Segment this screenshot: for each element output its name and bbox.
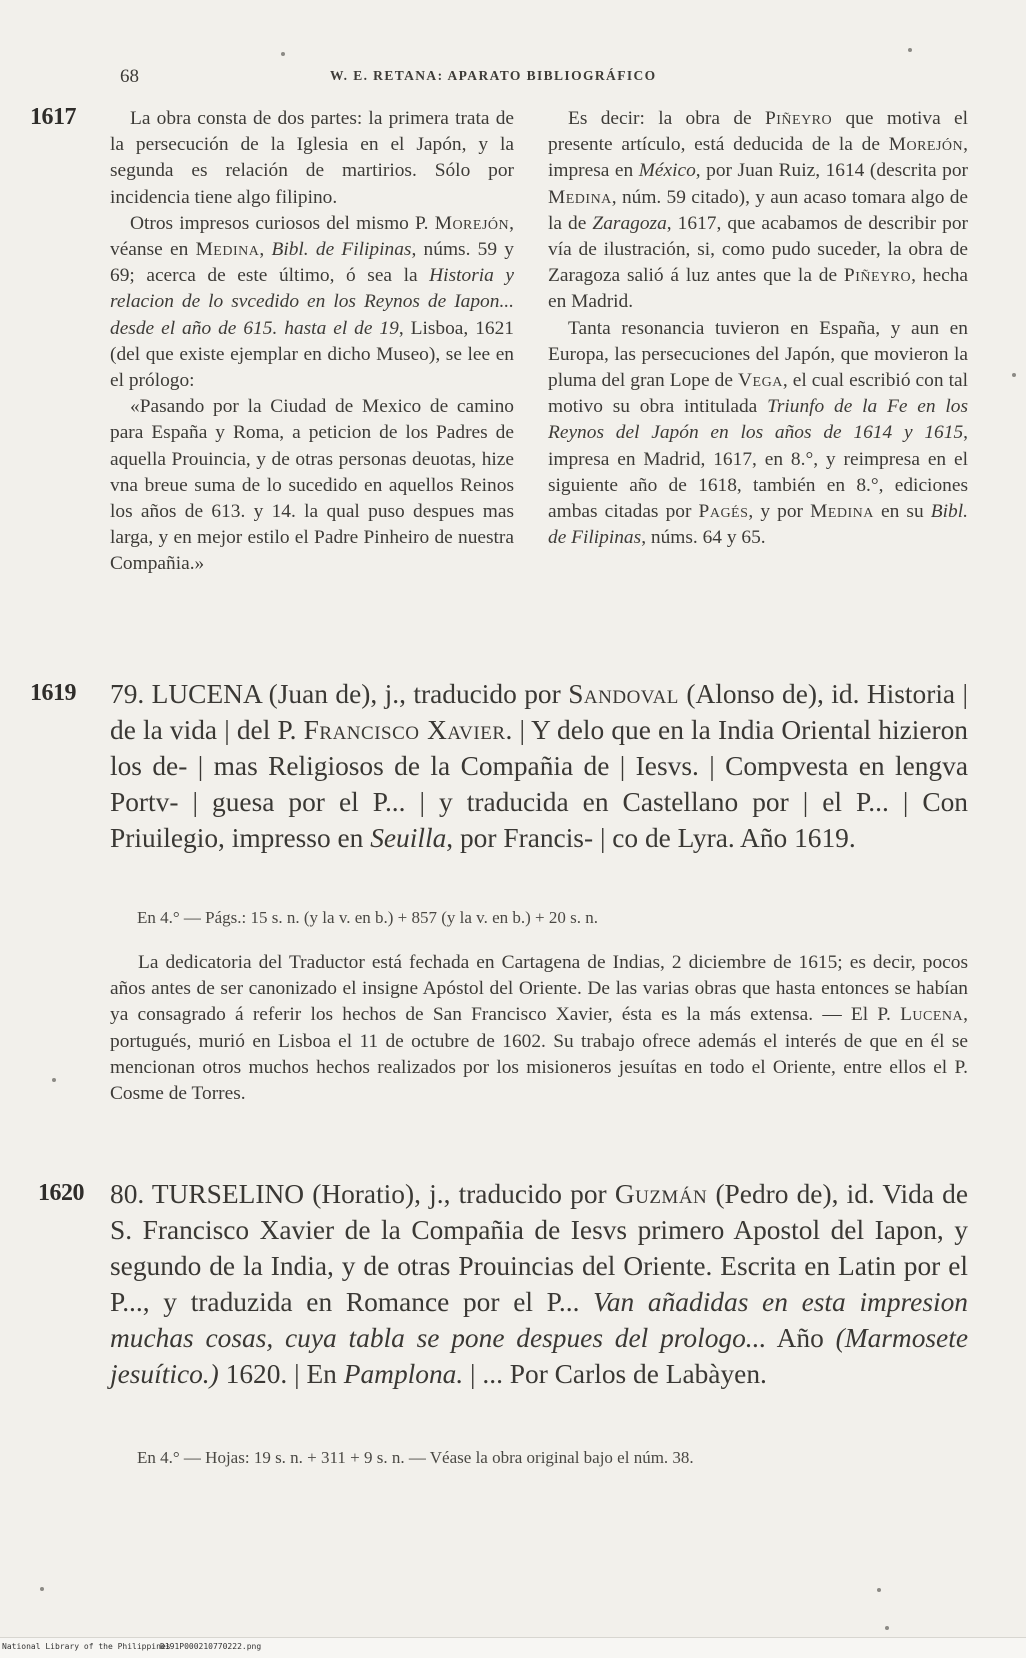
year-marker-1619: 1619 bbox=[30, 680, 76, 706]
entry-80-heading: 80. TURSELINO (Horatio), j., traducido por bbox=[110, 1179, 607, 1209]
book-title-triunfo: Triunfo de la Fe en los Reynos del Japón en los años de 1614 y 1615 bbox=[548, 396, 969, 444]
ref-bibl-filipinas: Bibl. de Filipinas bbox=[271, 239, 412, 261]
name-medina: Medina bbox=[195, 239, 260, 261]
name-pages: Pagés bbox=[698, 501, 749, 523]
page-header bbox=[120, 66, 1010, 90]
name-guzman: Guzmán bbox=[614, 1179, 708, 1209]
name-morejon: Morejón bbox=[434, 212, 510, 234]
left-paragraph-1: La obra consta de dos partes: la primera trata de la persecución de la Iglesia en el Japón, y la segunda es relación de martirios. Sólo por incidencia tiene algo filipino. bbox=[110, 108, 514, 208]
paper-speck bbox=[52, 1078, 56, 1082]
name-francisco-xavier: Francisco Xavier bbox=[303, 715, 506, 745]
footer-library: National Library of the Philippines bbox=[2, 1642, 171, 1651]
bibliographic-entry-79: 79. LUCENA (Juan de), j., traducido por Sandoval (Alonso de), id. Historia | de la vida | del P. Francisco Xavier. | Y delo que en la India Oriental hizieron los de- | mas Religiosos de la Compañia de | Iesvs. | Compvesta en lengva Portv- | guesa por el P... | y traducida en Castellano por | el P... | Con Priuilegio, impresso en Seuilla, por Francis- | co de Lyra. Año 1619. bbox=[110, 679, 969, 853]
paper-speck bbox=[877, 1588, 881, 1592]
entry-80-italic-note: Van añadidas en esta impresion muchas cosas, cuya tabla se pone despues del prologo... bbox=[110, 1287, 968, 1353]
paper-speck bbox=[281, 52, 285, 56]
place-pamplona: Pamplona. bbox=[343, 1359, 464, 1389]
left-quote: «Pasando por la Ciudad de Mexico de camino para España y Roma, a peticion de los Padres de aquella Prouincia, y de otras personas deuotas, hize vna breue suma de lo sucedido en aquellos Reinos los años de 613. y 14. la qual puso despues mas larga, y en mejor estilo el Padre Pinheiro de nuestra Compañia.» bbox=[110, 396, 514, 575]
entry-79-note: La dedicatoria del Traductor está fechada en Cartagena de Indias, 2 diciembre de 1615; es decir, pocos años antes de ser canonizado el insigne Apóstol del Oriente. De las varias obras que hasta entonces se habían ya consagrado á referir los hechos de San Francisco Xavier, ésta es la más extensa. — El P. Lucena, portugués, murió en Lisboa el 11 de octubre de 1602. Su trabajo ofrece además el interés de que en él se mencionan otros muchos hechos realizados por los misioneros jesuítas en todo el Oriente, entre ellos el P. Cosme de Torres. bbox=[110, 952, 968, 1105]
year-marker-1617: 1617 bbox=[30, 104, 76, 130]
name-pineyro-2: Piñeyro bbox=[843, 265, 912, 287]
entry-79-heading: 79. LUCENA (Juan de), j., traducido por bbox=[110, 679, 561, 709]
running-head: W. E. RETANA: APARATO BIBLIOGRÁFICO bbox=[330, 68, 657, 83]
name-morejon-2: Morejón bbox=[888, 134, 964, 156]
entry-79-collation: En 4.° — Págs.: 15 s. n. (y la v. en b.) + 857 (y la v. en b.) + 20 s. n. bbox=[137, 908, 598, 927]
paper-speck bbox=[885, 1626, 889, 1630]
left-paragraph-2: Otros impresos curiosos del mismo P. Morejón, véanse en Medina, Bibl. de Filipinas, núms. 59 y 69; acerca de este último, ó sea la Historia y relacion de lo svcedido en los Reynos de Iapon... desde el año de 615. hasta el de 19, Lisboa, 1621 (del que existe ejemplar en dicho Museo), se lee en el prólogo: bbox=[110, 212, 514, 392]
name-pineyro: Piñeyro bbox=[764, 108, 833, 129]
name-medina-3: Medina bbox=[810, 501, 874, 523]
place-mexico: México bbox=[638, 160, 696, 182]
place-sevilla: Seuilla bbox=[370, 823, 447, 853]
ref-bibl-filipinas-2: Bibl. de Filipinas bbox=[548, 501, 968, 549]
paper-speck bbox=[908, 48, 912, 52]
right-column bbox=[548, 106, 968, 551]
right-paragraph-1: Es decir: la obra de Piñeyro que motiva el presente artículo, está deducida de la de Morejón, impresa en México, por Juan Ruiz, 1614 (descrita por Medina, núm. 59 citado), y aun acaso tomara algo de la de Zaragoza, 1617, que acabamos de describir por vía de ilustración, si, como pudo suceder, la obra de Zaragoza salió á luz antes que la de Piñeyro, hecha en Madrid. bbox=[548, 108, 968, 313]
book-title-historia: Historia y relacion de lo svcedido en los Reynos de Iapon... desde el año de 615. hasta el de 19 bbox=[110, 265, 514, 339]
name-vega: Vega bbox=[738, 370, 783, 392]
bibliographic-entry-80: 80. TURSELINO (Horatio), j., traducido por Guzmán (Pedro de), id. Vida de S. Francisco Xavier de la Compañia de Iesvs primero Apostol del Iapon, y segundo de la India, y de otras Prouincias del Oriente. Escrita en Latin por el P..., y traduzida en Romance por el P... Van añadidas en esta impresion muchas cosas, cuya tabla se pone despues del prologo... Año (Marmosete jesuítico.) 1620. | En Pamplona. | ... Por Carlos de Labàyen. bbox=[110, 1179, 968, 1389]
paper-speck bbox=[1012, 373, 1016, 377]
place-zaragoza: Zaragoza bbox=[592, 212, 667, 234]
scan-footer bbox=[0, 1637, 1026, 1658]
footer-filename: D191P000210770222.png bbox=[160, 1642, 262, 1651]
entry-80-collation: En 4.° — Hojas: 19 s. n. + 311 + 9 s. n. — Véase la obra original bajo el núm. 38. bbox=[137, 1448, 694, 1467]
left-column bbox=[110, 106, 514, 578]
entry-80-marmosete: (Marmosete jesuítico.) bbox=[110, 1323, 968, 1389]
name-medina-2: Medina bbox=[548, 186, 612, 208]
page-number: 68 bbox=[120, 66, 139, 87]
name-sandoval: Sandoval bbox=[568, 679, 679, 709]
right-paragraph-2: Tanta resonancia tuvieron en España, y aun en Europa, las persecuciones del Japón, que movieron la pluma del gran Lope de Vega, el cual escribió con tal motivo su obra intitulada Triunfo de la Fe en los Reynos del Japón en los años de 1614 y 1615, impresa en Madrid, 1617, en 8.°, y reimpresa en el siguiente año de 1618, también en 8.°, ediciones ambas citadas por Pagés, y por Medina en su Bibl. de Filipinas, núms. 64 y 65. bbox=[548, 317, 969, 549]
name-lucena: Lucena bbox=[900, 1004, 964, 1026]
paper-speck bbox=[40, 1587, 44, 1591]
year-marker-1620: 1620 bbox=[38, 1180, 84, 1206]
